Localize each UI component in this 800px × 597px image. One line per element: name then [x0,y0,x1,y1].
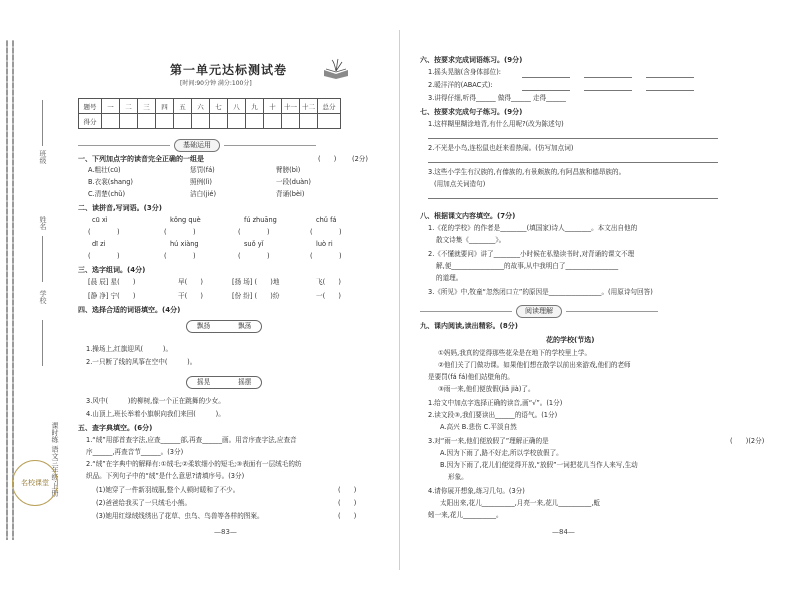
q5-text[interactable]: 序______,再查音节______。(3分) [86,448,184,456]
score-input-cell[interactable] [246,114,264,129]
score-input-cell[interactable] [264,114,282,129]
q9-item[interactable]: 太阳出来,花儿__________,月亮一来,花儿__________,蚯 [440,499,601,507]
q1-option-b: 一段(duàn) [276,178,311,186]
q1-points: (2分) [352,155,368,163]
word-option: 摇摆 [238,378,252,386]
q3-item[interactable]: 一( ) [316,292,341,300]
q9-heading: 九、课内阅读,读出精彩。(8分) [420,322,518,330]
q5-heading: 五、查字典填空。(6分) [78,424,153,432]
q1-option-a: 惩罚(fá) [190,166,215,174]
q1-answer-paren[interactable]: ( ) [318,155,337,163]
q6-item: 1.摇头晃脑(含身体部位): [428,68,502,76]
score-cell: 七 [210,99,228,114]
q1-heading: 一、下列加点字的读音完全正确的一组是 [78,155,204,163]
answer-line[interactable] [646,90,694,91]
book-icon [322,58,350,80]
q1-option-c: C.清楚(chǔ) [88,190,126,198]
section-banner [78,138,316,152]
answer-paren[interactable]: ( ) [238,228,270,236]
q9-item: 1.给文中加点字选择正确的读音,画“√”。(1分) [428,399,563,407]
q5-item: (2)爸爸给我买了一只绒毛小熊。 [96,499,192,507]
score-input-cell[interactable] [300,114,318,129]
score-input-cell[interactable] [138,114,156,129]
score-input-cell[interactable] [102,114,120,129]
q5-item: (1)她穿了一件新羽绒服,整个人顿时暖和了不少。 [96,486,240,494]
q8-item[interactable]: 2.《不懂就要问》讲了________小时候在私塾读书时,对背诵的课文不理 [428,250,635,258]
q2-heading: 二、读拼音,写词语。(3分) [78,204,162,212]
q1-option-b: B.衣裳(shang) [88,178,133,186]
word-choice-box [186,376,262,389]
school-label: 学校 [39,290,47,304]
answer-line[interactable] [428,162,718,163]
section-banner [420,304,658,318]
publisher-logo: 名校课堂 [12,460,58,506]
answer-paren[interactable]: ( ) [310,228,342,236]
answer-paren[interactable]: ( ) [310,252,342,260]
q4-sentence[interactable]: 3.风中( )的柳树,像一个正在跳舞的少女。 [86,397,225,405]
pinyin: chǔ fá [316,216,337,224]
score-cell: 四 [156,99,174,114]
score-value-row [79,114,341,129]
pinyin: luò ri [316,240,333,248]
perforation-dots [12,40,14,540]
score-cell: 十一 [282,99,300,114]
q9-option: 形象。 [448,473,468,481]
q3-item[interactable]: 早( ) [178,278,203,286]
answer-paren[interactable]: ( ) [238,252,270,260]
passage-paragraph: 是要罚(fá fá)他们站壁角的。 [428,373,514,381]
series-label: 课时练 语文三年级·上册 [51,422,59,497]
banner-label: 基础运用 [174,139,220,152]
score-input-cell[interactable] [228,114,246,129]
pinyin: fú zhuāng [244,216,277,224]
perforation-dots [6,40,8,540]
page-title: 第一单元达标测试卷 [170,63,288,77]
passage-paragraph: ③雨一来,他们便放假(jiǎ jià)了。 [438,385,535,393]
q3-item[interactable]: [晨 辰] 星( ) [88,278,136,286]
q9-item[interactable]: 蚓一来,花儿__________。 [428,511,503,519]
answer-paren[interactable]: ( ) [338,512,357,520]
score-input-cell[interactable] [120,114,138,129]
score-cell: 一 [102,99,120,114]
q6-item: 2.暖洋洋的(ABAC式): [428,81,493,89]
page-number: —83— [214,528,237,536]
q3-item[interactable]: [扬 场] ( )地 [232,278,280,286]
name-label: 姓名 [39,216,47,230]
page-number: —84— [552,528,575,536]
score-cell: 六 [192,99,210,114]
word-option: 飘扬 [197,322,211,330]
banner-label: 阅读理解 [516,305,562,318]
score-row-label: 得分 [79,114,102,129]
q1-option-a: 臂膀(bì) [276,166,301,174]
q8-heading: 八、根据课文内容填空。(7分) [420,212,516,220]
q9-option: B.因为下雨了,花儿们便觉得开放,“放假”一词把花儿当作人来写,生动 [440,461,638,469]
answer-paren[interactable]: ( )(2分) [730,437,765,445]
answer-line[interactable] [522,90,570,91]
q8-item[interactable]: 3.《所见》中,牧童“忽然闭口立”的原因是________________。(用原诗句回答) [428,288,653,296]
answer-paren[interactable]: ( ) [88,228,120,236]
q7-item: 3.这些小学生有汉族的,有傣族的,有景颇族的,有阿昌族和德昂族的。 [428,168,626,176]
score-header-row [79,99,341,114]
score-cell: 十二 [300,99,318,114]
pinyin: suǒ yǐ [244,240,264,248]
answer-paren[interactable]: ( ) [88,252,120,260]
q4-sentence[interactable]: 1.操场上,红旗迎风( )。 [86,345,173,353]
right-page [400,0,800,597]
score-table [78,98,341,129]
q9-option: A.因为下雨了,路不好走,所以学校放假了。 [440,449,563,457]
word-choice-box [186,320,262,333]
answer-paren[interactable]: ( ) [164,228,196,236]
name-line [42,236,43,282]
answer-line[interactable] [584,90,632,91]
class-line [42,100,43,146]
word-option: 摇晃 [197,378,211,386]
q8-item[interactable]: 1.《花的学校》的作者是________(填国家)诗人________。本文出自他的 [428,224,638,232]
q9-item: 4.请你展开想象,练习几句。(3分) [428,487,525,495]
q7-item: 2.不光是小鸟,连松鼠也赶来看热闹。(仿写加点词) [428,144,574,152]
q5-text: 织品。下列句子中的“绒”是什么意思?请填序号。(3分) [86,472,245,480]
score-cell: 十 [264,99,282,114]
q7-item: 1.这样糊里糊涂地背,有什么用呢?(改为陈述句) [428,120,564,128]
q8-item: 的道理。 [436,274,463,282]
score-input-cell[interactable] [192,114,210,129]
q1-option-c: 洁白(jié) [190,190,217,198]
passage-paragraph: ②他们关了门做功课。如果他们想在散学以前出来游戏,他们的老师 [438,361,631,369]
q4-sentence[interactable]: 2.一只断了线的风筝在空中( )。 [86,358,197,366]
q9-item: 3.对“雨一来,他们便放假了”理解正确的是 [428,437,549,445]
answer-paren[interactable]: ( ) [164,252,196,260]
score-cell: 题号 [79,99,102,114]
answer-line[interactable] [428,198,718,199]
q1-option-c: 背诵(bèi) [276,190,305,198]
pinyin: kǒng què [170,216,201,224]
q6-item[interactable]: 3.讲得仔细,听得______ 做得______ 走得______ [428,94,566,102]
q3-item[interactable]: [静 净] 宁( ) [88,292,136,300]
q5-item: (3)她用红绿绒线绣出了花草、虫鸟、鸟兽等各样的图案。 [96,512,264,520]
q1-option-a: A.粗壮(cū) [88,166,121,174]
passage-title: 花的学校(节选) [546,336,595,344]
q4-heading: 四、选择合适的词语填空。(4分) [78,306,181,314]
score-input-cell[interactable] [156,114,174,129]
binding-strip [4,40,62,560]
q3-item[interactable]: [份 纷] ( )纷 [232,292,280,300]
score-cell: 二 [120,99,138,114]
score-input-cell[interactable] [174,114,192,129]
q4-sentence[interactable]: 4.山顶上,班长举着小旗帜向我们来回( )。 [86,410,225,418]
pinyin: hú xiàng [170,240,199,248]
q8-item[interactable]: 散文诗集《________》。 [436,236,506,244]
score-input-cell[interactable] [210,114,228,129]
q3-item[interactable]: 飞( ) [316,278,341,286]
score-input-cell[interactable] [318,114,341,129]
school-line [42,320,43,366]
answer-line[interactable] [584,77,632,78]
answer-line[interactable] [522,77,570,78]
class-label: 班级 [39,150,47,164]
score-input-cell[interactable] [282,114,300,129]
q3-item[interactable]: 干( ) [178,292,203,300]
word-option: 飘荡 [238,322,252,330]
pinyin: dī zi [92,240,106,248]
answer-paren[interactable]: ( ) [338,486,357,494]
q7-heading: 七、按要求完成句子练习。(9分) [420,108,523,116]
score-cell: 五 [174,99,192,114]
answer-line[interactable] [646,77,694,78]
passage-paragraph: ①妈妈,我真的觉得那些花朵是在地下的学校里上学。 [438,349,592,357]
q6-heading: 六、按要求完成词语练习。(9分) [420,56,523,64]
score-cell: 总分 [318,99,341,114]
q9-item[interactable]: 2.读文段③,我们要读出______的语气。(1分) [428,411,558,419]
score-cell: 九 [246,99,264,114]
exam-info: [时间:90分钟 满分:100分] [180,80,252,87]
score-cell: 八 [228,99,246,114]
q5-text[interactable]: 1.“绒”用部首查字法,应查______部,再查______画。用音序查字法,应查音 [86,436,297,444]
answer-paren[interactable]: ( ) [338,499,357,507]
q7-note: (用加点关词造句) [434,180,486,188]
answer-line[interactable] [428,138,718,139]
q3-heading: 三、选字组词。(4分) [78,266,146,274]
q8-item[interactable]: 解,便________________的故事,从中我明白了________________ [436,262,619,270]
q5-text: 2.“绒”在字典中的解释有:①绒毛;②柔软细小的短毛;③表面有一层绒毛的纺 [86,460,302,468]
q1-option-b: 照例(lì) [190,178,212,186]
q9-options: A.高兴 B.悲伤 C.平淡自然 [440,423,517,431]
score-cell: 三 [138,99,156,114]
pinyin: cū xì [92,216,108,224]
